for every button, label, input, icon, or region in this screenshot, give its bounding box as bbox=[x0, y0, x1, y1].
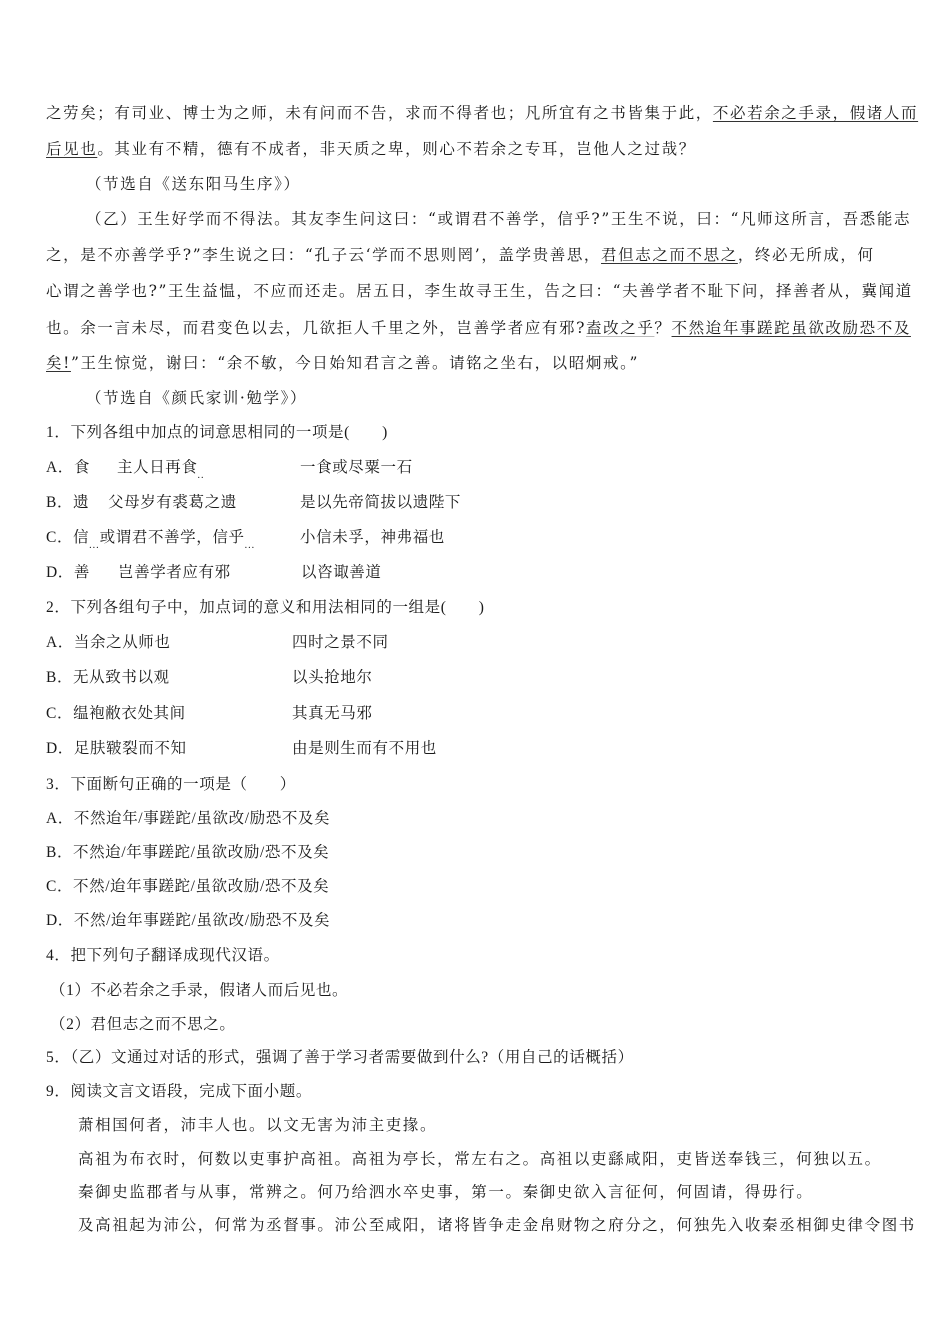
underlined-text: 矣! bbox=[46, 354, 71, 372]
option-right: 以头抢地尔 bbox=[292, 669, 373, 686]
text: 之，是不亦善学乎?”李生说之曰：“孔子云‘学而不思则罔’，盖学贵善思， bbox=[46, 246, 602, 264]
option-left bbox=[117, 458, 205, 486]
question-5-stem: 5．（乙）文通过对话的形式，强调了善于学习者需要做到什么?（用自己的话概括） bbox=[46, 1049, 634, 1066]
option-label: C． bbox=[46, 878, 74, 895]
question-2-option-d[interactable] bbox=[46, 739, 437, 759]
option-right: 四时之景不同 bbox=[292, 634, 389, 651]
option-right: 小信未孚，神弗福也 bbox=[300, 529, 445, 546]
option-word: 遗 bbox=[73, 494, 90, 511]
option-left: 父母岁有裘葛之遗 bbox=[108, 494, 237, 511]
question-3-option-b[interactable] bbox=[46, 843, 329, 863]
option-word: 信 bbox=[73, 529, 90, 546]
option-left: 岂善学者应有邪 bbox=[118, 564, 231, 581]
option-label: C． bbox=[46, 705, 74, 722]
text: ”王生惊觉，谢曰：“余不敏，今日始知君言之善。请铭之坐右，以昭炯戒。” bbox=[70, 354, 639, 372]
underlined-text: 不必若余之手录，假诸人而 bbox=[712, 104, 919, 122]
option-text: 不然迨/年事蹉跎/虽欲改励/恐不及矣 bbox=[73, 844, 330, 861]
underlined-text: 不然迨年事蹉跎虽欲改励恐不及 bbox=[671, 319, 911, 337]
source-citation-jia: （节选自《送东阳马生序》） bbox=[86, 175, 301, 193]
question-9-passage-line-2: 高祖为布衣时，何数以吏事护高祖。高祖为亭长，常左右之。高祖以吏繇咸阳，吏皆送奉钱三，何独以五。 bbox=[78, 1150, 882, 1168]
emphasis-dots: ... bbox=[244, 540, 256, 551]
question-9-passage-line-4: 及高祖起为沛公，何常为丞督事。沛公至咸阳，诸将皆争走金帛财物之府分之，何独先入收秦丞相御史律令图书 bbox=[78, 1216, 916, 1234]
option-label: D． bbox=[46, 564, 74, 581]
option-label: D． bbox=[46, 912, 74, 929]
underlined-text: 盍改之乎 bbox=[586, 319, 655, 337]
option-text: 不然/迨年事蹉跎/虽欲改/励恐不及矣 bbox=[73, 912, 331, 929]
question-3-option-d[interactable] bbox=[46, 911, 330, 931]
option-left: 当余之从师也 bbox=[73, 634, 171, 651]
underlined-text: 君但志之而不思之 bbox=[601, 246, 738, 264]
passage-jia-line-1 bbox=[46, 103, 918, 123]
option-left: 或谓君不善学，信乎 bbox=[99, 529, 245, 546]
option-left: 缊袍敝衣处其间 bbox=[73, 705, 186, 722]
emphasis-dots: ... bbox=[89, 540, 100, 551]
question-1-option-d[interactable] bbox=[46, 563, 382, 583]
option-label: C． bbox=[46, 529, 74, 546]
option-right: 其真无马邪 bbox=[292, 705, 373, 722]
option-left: 无从致书以观 bbox=[73, 669, 170, 686]
question-1-stem: 1．下列各组中加点的词意思相同的一项是( ) bbox=[46, 424, 388, 441]
option-right: 以咨诹善道 bbox=[301, 564, 382, 581]
option-right: 由是则生而有不用也 bbox=[292, 740, 437, 757]
text: 主人日再食 bbox=[117, 459, 198, 476]
text: 也。余一言未尽，而君变色以去，几欲拒人千里之外，岂善学者应有邪? bbox=[46, 319, 587, 337]
question-3-option-c[interactable] bbox=[46, 877, 329, 897]
passage-jia-line-2 bbox=[46, 139, 696, 159]
option-label: B． bbox=[46, 669, 74, 686]
option-label: A． bbox=[46, 810, 74, 827]
option-text: 不然迨年/事蹉跎/虽欲改/励恐不及矣 bbox=[73, 810, 331, 827]
passage-yi-line-1: （乙）王生好学而不得法。其友李生问这曰：“或谓君不善学，信乎?”王生不说，曰：“凡师这所言，吾悉能志 bbox=[86, 210, 912, 228]
question-1-option-b[interactable] bbox=[46, 493, 462, 513]
question-4-stem: 4．把下列句子翻译成现代汉语。 bbox=[46, 947, 280, 964]
passage-yi-line-5 bbox=[46, 353, 639, 373]
passage-yi-line-2 bbox=[46, 245, 875, 265]
text: ，终必无所成，何 bbox=[737, 246, 875, 264]
question-4-item-2: （2）君但志之而不思之。 bbox=[50, 1016, 236, 1033]
emphasis-dots: .. bbox=[197, 470, 205, 481]
text: 之劳矣；有司业、博士为之师，未有问而不告，求而不得者也；凡所宜有之书皆集于此， bbox=[46, 104, 713, 122]
option-label: A． bbox=[46, 459, 74, 476]
passage-yi-line-3: 心谓之善学也?”王生益愠，不应而还走。居五日，李生故寻王生，告之曰：“夫善学者不耻下问，择善者从，冀闻道 bbox=[46, 282, 913, 300]
question-2-option-b[interactable] bbox=[46, 668, 373, 688]
question-4-item-1: （1）不必若余之手录，假诸人而后见也。 bbox=[50, 982, 349, 999]
question-2-option-a[interactable] bbox=[46, 633, 389, 653]
question-9-passage-line-1: 萧相国何者，沛丰人也。以文无害为沛主吏掾。 bbox=[78, 1116, 438, 1134]
option-text: 不然/迨年事蹉跎/虽欲改励/恐不及矣 bbox=[73, 878, 330, 895]
question-3-option-a[interactable] bbox=[46, 809, 330, 829]
option-label: A． bbox=[46, 634, 74, 651]
option-label: B． bbox=[46, 494, 74, 511]
question-2-option-c[interactable] bbox=[46, 704, 373, 724]
option-right: 一食或尽粟一石 bbox=[300, 459, 413, 476]
option-word: 食 bbox=[73, 459, 91, 476]
text: 。其业有不精，德有不成者，非天质之卑，则心不若余之专耳，岂他人之过哉？ bbox=[97, 140, 696, 158]
source-citation-yi: （节选自《颜氏家训·勉学》） bbox=[86, 389, 308, 407]
passage-yi-line-4 bbox=[46, 318, 911, 338]
option-left: 足肤皲裂而不知 bbox=[73, 740, 187, 757]
question-1-option-c[interactable] bbox=[46, 528, 445, 556]
option-label: D． bbox=[46, 740, 74, 757]
question-9-passage-line-3: 秦御史监郡者与从事，常辨之。何乃给泗水卒史事，第一。秦御史欲入言征何，何固请，得毋行。 bbox=[78, 1183, 814, 1201]
underlined-text: 后见也 bbox=[46, 140, 98, 158]
option-right: 是以先帝简拔以遗陛下 bbox=[300, 494, 462, 511]
question-1-option-a[interactable] bbox=[46, 458, 413, 481]
question-3-stem: 3．下面断句正确的一项是（ ） bbox=[46, 776, 296, 793]
option-word: 善 bbox=[73, 564, 91, 581]
option-label: B． bbox=[46, 844, 74, 861]
text: ？ bbox=[654, 319, 672, 337]
question-2-stem: 2．下列各组句子中，加点词的意义和用法相同的一组是( ) bbox=[46, 599, 485, 616]
question-9-stem: 9．阅读文言文语段，完成下面小题。 bbox=[46, 1083, 312, 1100]
